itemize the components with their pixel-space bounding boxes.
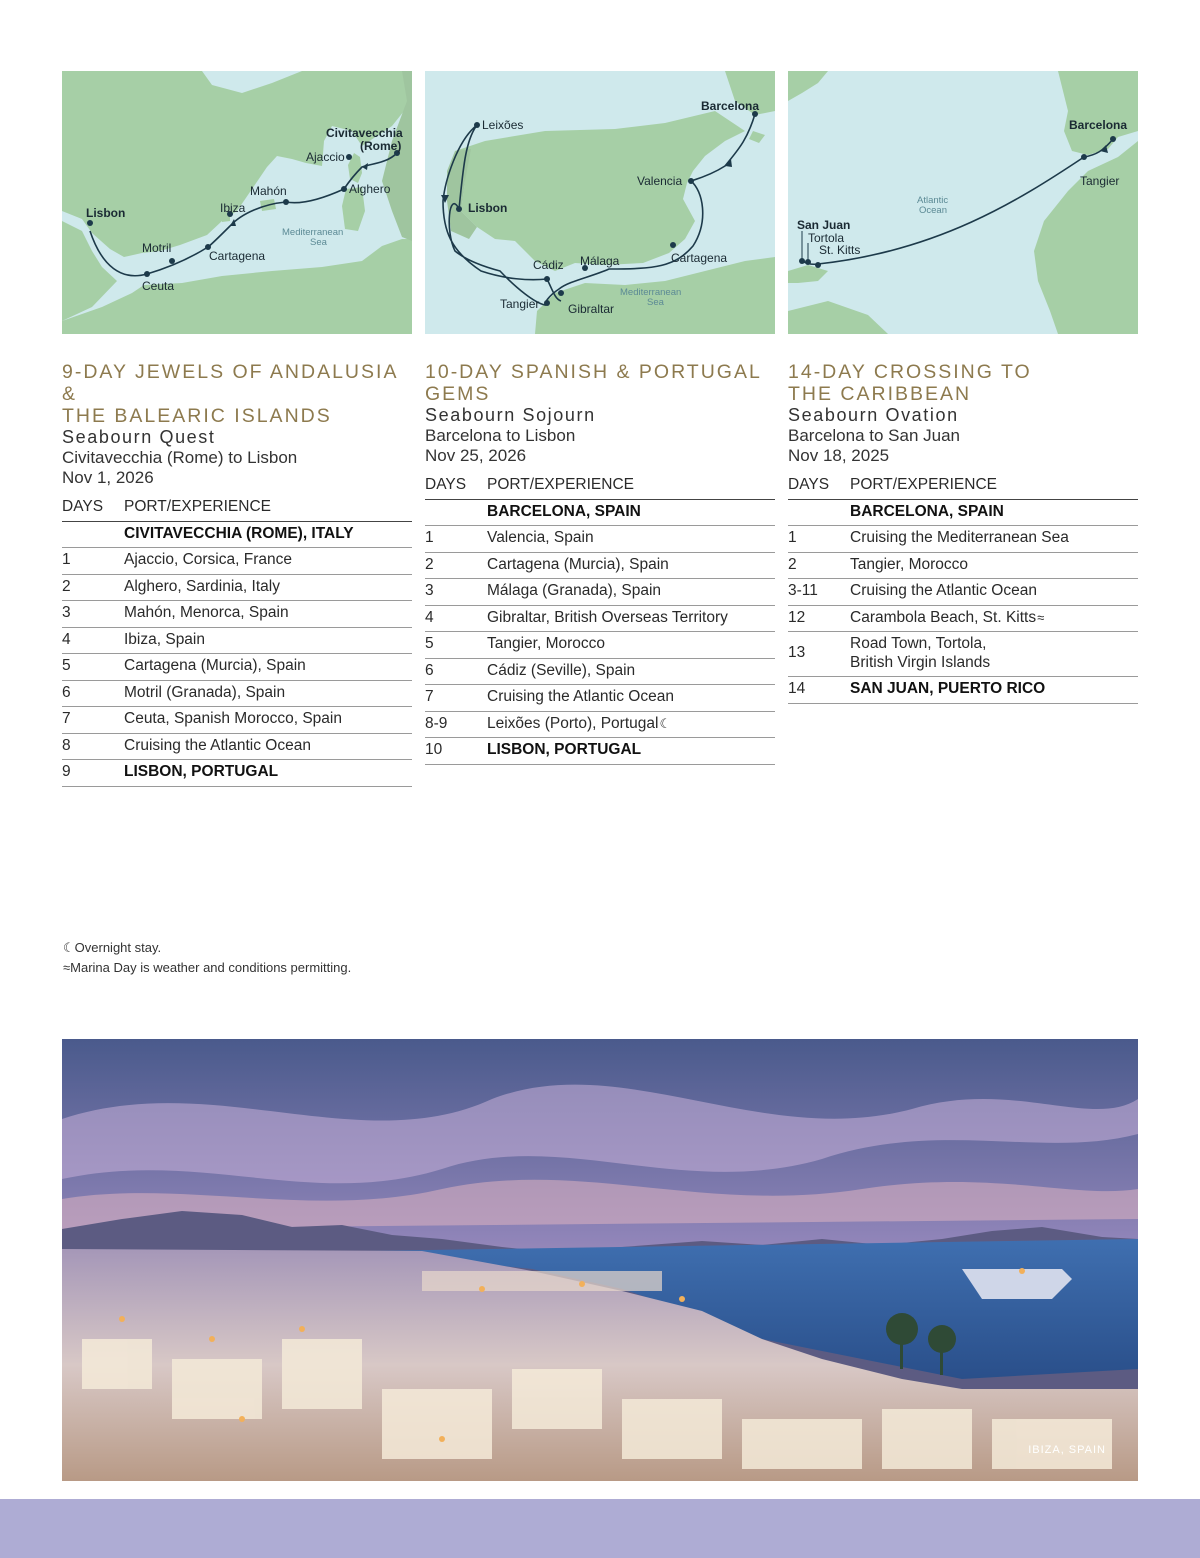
map-label-cadiz: Cádiz xyxy=(533,258,564,272)
table-row xyxy=(62,654,412,681)
table-row xyxy=(425,632,775,659)
footnote-overnight xyxy=(62,938,351,958)
map-label-cartagena: Cartagena xyxy=(209,249,266,263)
itinerary-title-line1: 10-DAY SPANISH & PORTUGAL GEMS xyxy=(425,361,762,405)
port-cell: BARCELONA, SPAIN xyxy=(850,499,1138,526)
itinerary-table xyxy=(788,470,1138,704)
day-cell: 4 xyxy=(425,605,487,632)
port-cell: Cádiz (Seville), Spain xyxy=(487,658,775,685)
day-cell: 12 xyxy=(788,605,850,632)
day-cell xyxy=(425,499,487,526)
port-cell: Motril (Granada), Spain xyxy=(124,680,412,707)
port-cell: Valencia, Spain xyxy=(487,526,775,553)
footnotes xyxy=(62,938,351,978)
table-row xyxy=(62,601,412,628)
map-label-san-juan: San Juan xyxy=(797,218,851,232)
port-cell xyxy=(487,711,775,738)
col-days-header: DAYS xyxy=(425,470,487,499)
route: Barcelona to San Juan xyxy=(788,426,961,445)
port-cell: Gibraltar, British Overseas Territory xyxy=(487,605,775,632)
table-row xyxy=(425,605,775,632)
table-row xyxy=(62,760,412,787)
marina-day-icon: ≈ xyxy=(63,960,71,975)
port-cell: LISBON, PORTUGAL xyxy=(124,760,412,787)
ship-name: Seabourn Ovation xyxy=(788,405,959,425)
day-cell: 5 xyxy=(425,632,487,659)
day-cell: 3 xyxy=(62,601,124,628)
map-label-st-kitts: St. Kitts xyxy=(819,243,861,257)
map-graphic xyxy=(425,71,775,334)
day-cell: 5 xyxy=(62,654,124,681)
col-port-header: PORT/EXPERIENCE xyxy=(124,492,412,521)
port-cell: Ceuta, Spanish Morocco, Spain xyxy=(124,707,412,734)
ship-name: Seabourn Quest xyxy=(62,427,216,447)
photo-caption: IBIZA, SPAIN xyxy=(1028,1444,1106,1456)
itinerary-column-1 xyxy=(62,361,412,787)
itinerary-table xyxy=(62,492,412,787)
port-cell: Tangier, Morocco xyxy=(850,552,1138,579)
day-cell xyxy=(788,499,850,526)
table-row xyxy=(788,632,1138,677)
footnote-text: Marina Day is weather and conditions permitting. xyxy=(70,960,352,975)
marina-day-icon: ≈ xyxy=(1037,609,1045,625)
day-cell: 9 xyxy=(62,760,124,787)
port-text-line2: British Virgin Islands xyxy=(850,653,991,671)
map-label-ocean: Atlantic xyxy=(917,195,949,206)
table-row xyxy=(788,579,1138,606)
day-cell: 3 xyxy=(425,579,487,606)
map-label-sea-2: Sea xyxy=(310,237,327,248)
itinerary-title xyxy=(788,361,1138,405)
map-label-lisbon: Lisbon xyxy=(86,206,126,220)
itinerary-title-line2: THE BALEARIC ISLANDS xyxy=(62,405,332,427)
map-label-tortola: Tortola xyxy=(808,231,845,245)
map-label-rome: (Rome) xyxy=(360,139,402,153)
map-label-barcelona: Barcelona xyxy=(1069,118,1128,132)
port-text-line1: Road Town, Tortola, xyxy=(850,635,987,652)
map-graphic xyxy=(788,71,1138,334)
ibiza-photo xyxy=(62,1039,1138,1481)
port-cell: Cruising the Atlantic Ocean xyxy=(487,685,775,712)
table-row xyxy=(62,707,412,734)
map-label-cartagena: Cartagena xyxy=(671,251,728,265)
day-cell: 8-9 xyxy=(425,711,487,738)
footer-band xyxy=(0,1499,1200,1558)
table-row xyxy=(62,733,412,760)
port-cell: Cartagena (Murcia), Spain xyxy=(124,654,412,681)
table-row xyxy=(425,658,775,685)
table-row xyxy=(788,499,1138,526)
itinerary-column-3 xyxy=(788,361,1138,704)
port-cell: LISBON, PORTUGAL xyxy=(487,738,775,765)
route: Barcelona to Lisbon xyxy=(425,426,576,445)
day-cell: 8 xyxy=(62,733,124,760)
itinerary-title-line1: 14-DAY CROSSING TO xyxy=(788,361,1032,383)
itinerary-title xyxy=(62,361,412,427)
port-cell xyxy=(850,632,1138,677)
col-days-header: DAYS xyxy=(62,492,124,521)
table-row xyxy=(62,548,412,575)
day-cell: 3-11 xyxy=(788,579,850,606)
map-spanish-portugal-gems xyxy=(425,71,775,334)
day-cell: 2 xyxy=(788,552,850,579)
port-cell: Málaga (Granada), Spain xyxy=(487,579,775,606)
photo-illustration xyxy=(62,1039,1138,1481)
map-jewels-of-andalusia xyxy=(62,71,412,334)
table-row xyxy=(788,526,1138,553)
map-label-tangier: Tangier xyxy=(500,297,540,311)
table-row xyxy=(425,552,775,579)
table-row xyxy=(425,738,775,765)
departure-date: Nov 18, 2025 xyxy=(788,446,890,465)
col-days-header: DAYS xyxy=(788,470,850,499)
map-label-ibiza: Ibiza xyxy=(220,201,246,215)
table-header xyxy=(425,470,775,499)
day-cell: 2 xyxy=(62,574,124,601)
port-cell: Mahón, Menorca, Spain xyxy=(124,601,412,628)
table-header xyxy=(62,492,412,521)
port-cell: CIVITAVECCHIA (ROME), ITALY xyxy=(124,521,412,548)
table-row xyxy=(788,605,1138,632)
itinerary-title xyxy=(425,361,775,405)
port-cell xyxy=(850,605,1138,632)
port-cell: Ajaccio, Corsica, France xyxy=(124,548,412,575)
map-label-sea: Mediterranean xyxy=(620,287,682,298)
route: Civitavecchia (Rome) to Lisbon xyxy=(62,448,298,467)
day-cell: 13 xyxy=(788,632,850,677)
port-cell: SAN JUAN, PUERTO RICO xyxy=(850,677,1138,704)
day-cell: 4 xyxy=(62,627,124,654)
itinerary-title-line1: 9-DAY JEWELS OF ANDALUSIA & xyxy=(62,361,398,405)
port-text: Leixões (Porto), Portugal xyxy=(487,714,659,732)
day-cell: 6 xyxy=(425,658,487,685)
map-label-ceuta: Ceuta xyxy=(142,279,175,293)
port-cell: Cartagena (Murcia), Spain xyxy=(487,552,775,579)
footnote-text: Overnight stay. xyxy=(74,940,162,955)
map-label-gibraltar: Gibraltar xyxy=(568,302,615,316)
day-cell: 1 xyxy=(788,526,850,553)
table-row xyxy=(62,627,412,654)
table-header xyxy=(788,470,1138,499)
itinerary-table xyxy=(425,470,775,765)
map-label-motril: Motril xyxy=(142,241,172,255)
overnight-icon: ☾ xyxy=(659,715,672,731)
map-label-tangier: Tangier xyxy=(1080,174,1120,188)
table-row xyxy=(425,526,775,553)
col-port-header: PORT/EXPERIENCE xyxy=(487,470,775,499)
port-cell: Cruising the Mediterranean Sea xyxy=(850,526,1138,553)
day-cell: 14 xyxy=(788,677,850,704)
map-crossing-caribbean xyxy=(788,71,1138,334)
day-cell xyxy=(62,521,124,548)
port-cell: Cruising the Atlantic Ocean xyxy=(850,579,1138,606)
map-label-mahon: Mahón xyxy=(250,184,287,198)
map-label-civitavecchia: Civitavecchia xyxy=(326,126,403,140)
map-label-malaga: Málaga xyxy=(580,254,620,268)
day-cell: 2 xyxy=(425,552,487,579)
port-cell: Cruising the Atlantic Ocean xyxy=(124,733,412,760)
col-port-header: PORT/EXPERIENCE xyxy=(850,470,1138,499)
port-cell: BARCELONA, SPAIN xyxy=(487,499,775,526)
table-row xyxy=(62,521,412,548)
table-row xyxy=(62,680,412,707)
itinerary-column-2 xyxy=(425,361,775,765)
table-row xyxy=(425,499,775,526)
itinerary-title-line2: THE CARIBBEAN xyxy=(788,383,972,405)
map-label-valencia: Valencia xyxy=(637,174,683,188)
day-cell: 10 xyxy=(425,738,487,765)
map-label-barcelona: Barcelona xyxy=(701,99,760,113)
port-cell: Ibiza, Spain xyxy=(124,627,412,654)
overnight-icon: ☾ xyxy=(63,940,75,955)
day-cell: 1 xyxy=(425,526,487,553)
day-cell: 1 xyxy=(62,548,124,575)
map-label-ajaccio: Ajaccio xyxy=(306,150,345,164)
footnote-marina xyxy=(62,958,351,978)
map-label-leixoes: Leixões xyxy=(482,118,524,132)
ship-name: Seabourn Sojourn xyxy=(425,405,596,425)
table-row xyxy=(425,579,775,606)
map-label-lisbon: Lisbon xyxy=(468,201,508,215)
map-graphic xyxy=(62,71,412,334)
day-cell: 6 xyxy=(62,680,124,707)
table-row xyxy=(788,677,1138,704)
table-row xyxy=(788,552,1138,579)
day-cell: 7 xyxy=(425,685,487,712)
map-label-sea-2: Sea xyxy=(647,297,664,308)
departure-date: Nov 25, 2026 xyxy=(425,446,527,465)
day-cell: 7 xyxy=(62,707,124,734)
port-cell: Tangier, Morocco xyxy=(487,632,775,659)
map-label-alghero: Alghero xyxy=(349,182,391,196)
table-row xyxy=(425,685,775,712)
map-label-sea: Mediterranean xyxy=(282,227,344,238)
table-row xyxy=(62,574,412,601)
port-cell: Alghero, Sardinia, Italy xyxy=(124,574,412,601)
table-row xyxy=(425,711,775,738)
port-text: Carambola Beach, St. Kitts xyxy=(850,608,1037,626)
departure-date: Nov 1, 2026 xyxy=(62,468,154,487)
map-label-ocean-2: Ocean xyxy=(919,205,947,216)
